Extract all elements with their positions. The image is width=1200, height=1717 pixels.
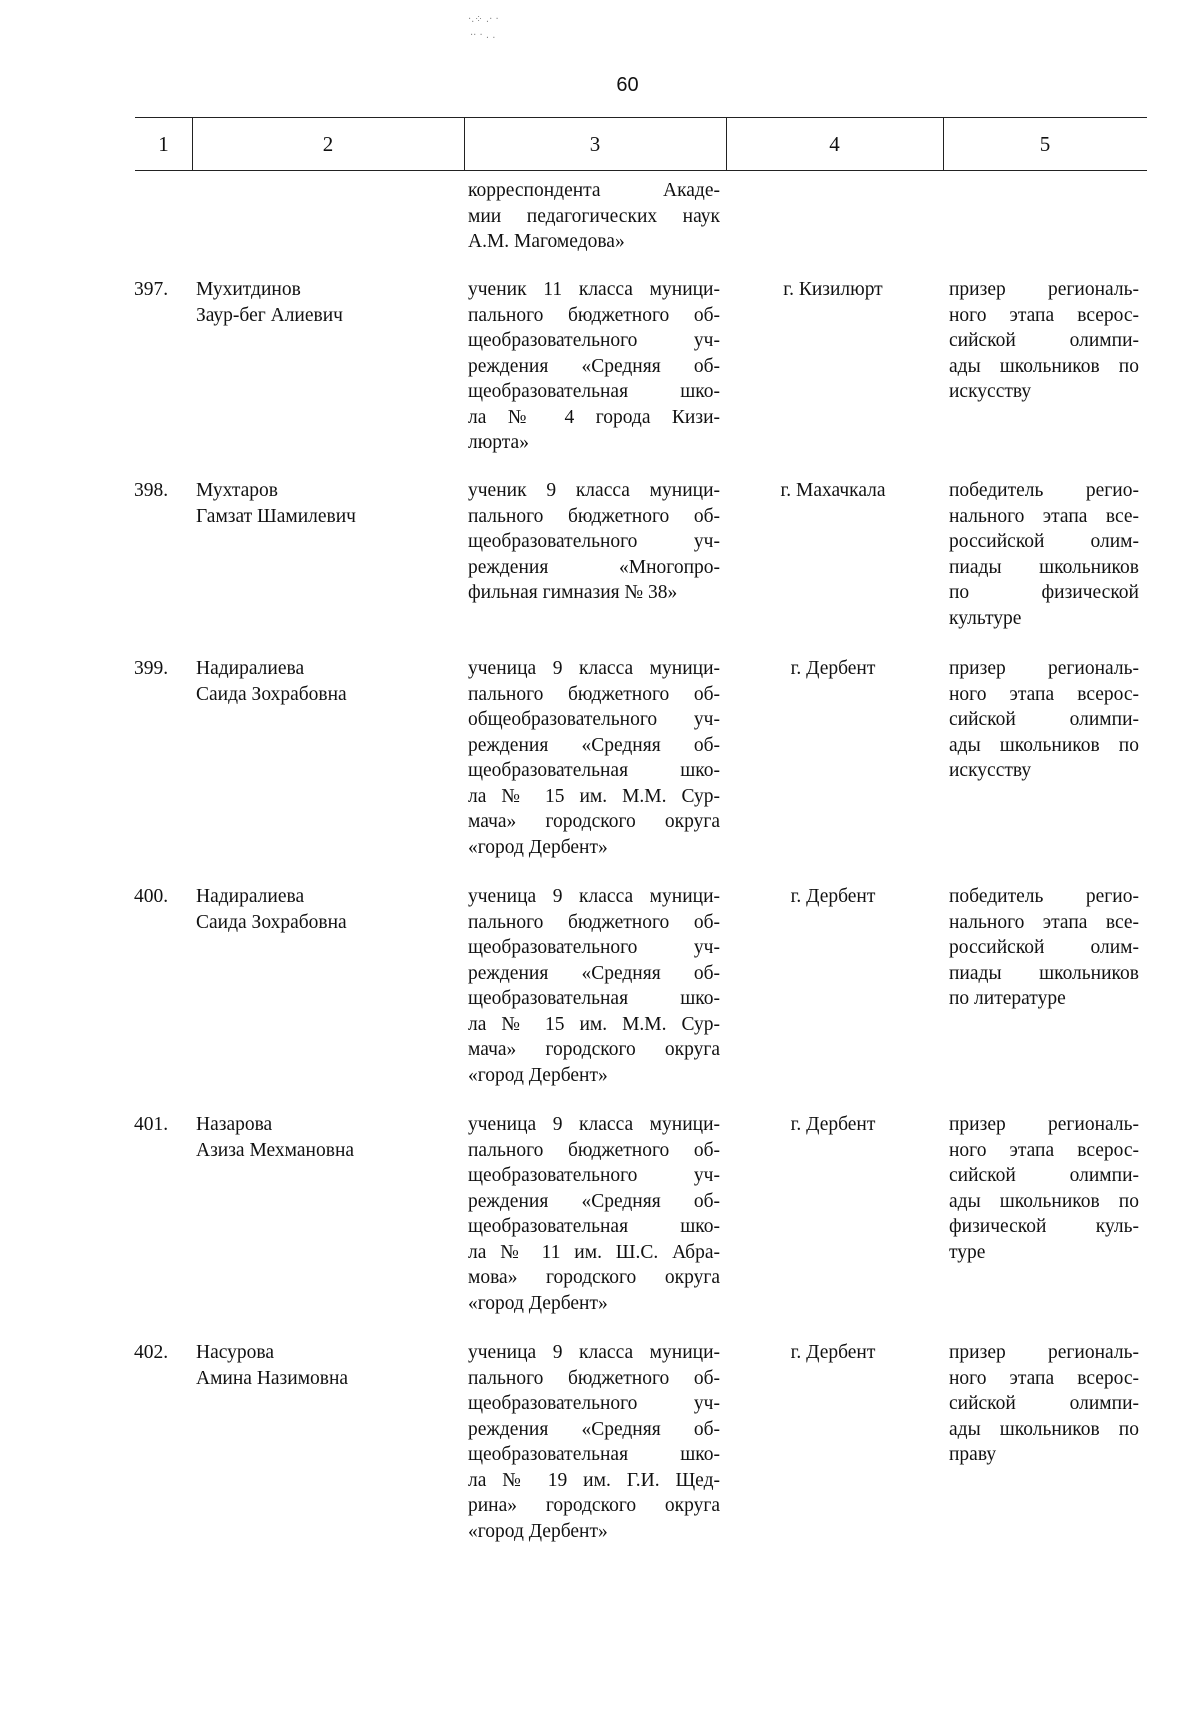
name-cell — [196, 478, 436, 529]
city-cell: г. Махачкала — [780, 480, 886, 501]
text-line: пального бюджетного об- — [468, 683, 720, 705]
text-line: А.М. Магомедова» — [468, 231, 625, 252]
text-line: общеобразовательного уч- — [468, 709, 720, 730]
description-cell — [468, 1340, 720, 1544]
table-header — [135, 117, 1147, 171]
description-cell — [468, 178, 720, 255]
text-line: корреспондента Акаде- — [468, 180, 720, 201]
text-line: рина» городского округа — [468, 1495, 720, 1516]
text-line: ады школьников по — [949, 1190, 1139, 1212]
scan-mark: ·.⁘ .· · — [468, 14, 499, 25]
row-number: 400. — [134, 886, 169, 907]
text-line: ученица 9 класса муници- — [468, 658, 720, 679]
text-line: Надиралиева — [196, 658, 305, 679]
text-line: праву — [949, 1444, 997, 1465]
text-line: сийской олимпи- — [949, 709, 1139, 730]
description-cell — [468, 478, 720, 606]
text-line: реждения «Многопро- — [468, 556, 720, 578]
text-line: пального бюджетного об- — [468, 505, 720, 527]
name-cell — [196, 656, 436, 707]
row-number: 402. — [134, 1342, 169, 1363]
text-line: щеобразовательная шко- — [468, 760, 720, 781]
text-line: по литературе — [949, 988, 1066, 1009]
text-line: Саида Зохрабовна — [196, 911, 347, 933]
text-line: культуре — [949, 607, 1022, 629]
column-header-3: 3 — [589, 132, 601, 156]
text-line: ла № 19 им. Г.И. Щед- — [468, 1469, 720, 1491]
text-line: сийской олимпи- — [949, 1393, 1139, 1414]
text-line: туре — [949, 1241, 986, 1263]
text-line: призер региональ- — [949, 1114, 1139, 1135]
text-line: ученик 9 класса муници- — [468, 480, 720, 501]
text-line: реждения «Средняя об- — [468, 734, 720, 756]
text-line: ученик 11 класса муници- — [468, 279, 720, 300]
text-line: пального бюджетного об- — [468, 304, 720, 326]
city-cell: г. Дербент — [790, 658, 876, 679]
text-line: призер региональ- — [949, 658, 1139, 679]
row-number: 399. — [134, 658, 169, 679]
column-header-4: 4 — [829, 132, 840, 156]
text-line: победитель регио- — [949, 480, 1139, 501]
text-line: ученица 9 класса муници- — [468, 886, 720, 907]
text-line: реждения «Средняя об- — [468, 1190, 720, 1212]
page-number: 60 — [616, 74, 639, 96]
city-cell: г. Дербент — [790, 1114, 876, 1135]
text-line: мача» городского округа — [468, 1039, 720, 1060]
text-line: щеобразовательная шко- — [468, 381, 720, 402]
text-line: ученица 9 класса муници- — [468, 1342, 720, 1363]
text-line: физической куль- — [949, 1216, 1139, 1237]
text-line: пального бюджетного об- — [468, 911, 720, 933]
city-cell: г. Кизилюрт — [783, 279, 883, 300]
text-line: мии педагогических наук — [468, 205, 720, 227]
text-line: Заур-бег Алиевич — [196, 304, 343, 326]
scan-mark: ·· · . . — [470, 30, 496, 41]
text-line: Мухтаров — [196, 480, 278, 501]
text-line: ного этапа всерос- — [949, 683, 1139, 705]
row-number: 398. — [134, 480, 169, 501]
text-line: ла № 11 им. Ш.С. Абра- — [468, 1241, 720, 1263]
text-line: призер региональ- — [949, 1342, 1139, 1363]
text-line: мова» городского округа — [468, 1267, 720, 1288]
name-cell — [196, 277, 436, 328]
award-cell — [949, 884, 1139, 1012]
column-header-1: 1 — [158, 132, 169, 156]
text-line: щеобразовательная шко- — [468, 1216, 720, 1237]
text-line: Мухитдинов — [196, 279, 301, 300]
text-line: пального бюджетного об- — [468, 1139, 720, 1161]
award-cell — [949, 478, 1139, 631]
text-line: Надиралиева — [196, 886, 305, 907]
text-line: пиады школьников — [949, 556, 1139, 578]
text-line: реждения «Средняя об- — [468, 962, 720, 984]
text-line: щеобразовательного уч- — [468, 1165, 720, 1186]
text-line: «город Дербент» — [468, 1520, 608, 1542]
text-line: ного этапа всерос- — [949, 1139, 1139, 1161]
text-line: Насурова — [196, 1342, 274, 1363]
row-number: 401. — [134, 1114, 169, 1135]
text-line: победитель регио- — [949, 886, 1139, 907]
text-line: российской олим- — [949, 531, 1139, 552]
text-line: ла № 15 им. М.М. Сур- — [468, 785, 720, 807]
text-line: Назарова — [196, 1114, 273, 1135]
city-cell: г. Дербент — [790, 886, 876, 907]
description-cell — [468, 656, 720, 860]
text-line: ного этапа всерос- — [949, 304, 1139, 326]
text-line: Гамзат Шамилевич — [196, 505, 356, 527]
description-cell — [468, 277, 720, 456]
text-line: ады школьников по — [949, 734, 1139, 756]
award-cell — [949, 1112, 1139, 1265]
name-cell — [196, 1112, 436, 1163]
text-line: щеобразовательная шко- — [468, 988, 720, 1009]
description-cell — [468, 1112, 720, 1316]
text-line: пиады школьников — [949, 962, 1139, 984]
description-cell — [468, 884, 720, 1088]
text-line: нального этапа все- — [949, 505, 1139, 527]
text-line: ученица 9 класса муници- — [468, 1114, 720, 1135]
text-line: по физической — [949, 582, 1139, 603]
text-line: Саида Зохрабовна — [196, 683, 347, 705]
text-line: щеобразовательного уч- — [468, 937, 720, 958]
text-line: ла № 4 города Кизи- — [468, 406, 720, 428]
text-line: ады школьников по — [949, 1418, 1139, 1440]
text-line: сийской олимпи- — [949, 1165, 1139, 1186]
text-line: мача» городского округа — [468, 811, 720, 832]
text-line: ады школьников по — [949, 355, 1139, 377]
text-line: Амина Назимовна — [196, 1367, 349, 1389]
text-line: Азиза Мехмановна — [196, 1139, 355, 1161]
text-line: «город Дербент» — [468, 1292, 608, 1314]
city-cell: г. Дербент — [790, 1342, 876, 1363]
name-cell — [196, 884, 436, 935]
text-line: щеобразовательного уч- — [468, 330, 720, 351]
text-line: ного этапа всерос- — [949, 1367, 1139, 1389]
text-line: щеобразовательного уч- — [468, 531, 720, 552]
text-line: ла № 15 им. М.М. Сур- — [468, 1013, 720, 1035]
award-cell — [949, 656, 1139, 784]
column-header-5: 5 — [1039, 132, 1051, 156]
text-line: нального этапа все- — [949, 911, 1139, 933]
text-line: «город Дербент» — [468, 836, 608, 858]
text-line: люрта» — [468, 432, 529, 453]
text-line: российской олим- — [949, 937, 1139, 958]
text-line: сийской олимпи- — [949, 330, 1139, 351]
text-line: призер региональ- — [949, 279, 1139, 300]
award-cell — [949, 1340, 1139, 1468]
column-header-2: 2 — [322, 132, 334, 156]
award-cell — [949, 277, 1139, 405]
name-cell — [196, 1340, 436, 1391]
text-line: пального бюджетного об- — [468, 1367, 720, 1389]
text-line: искусству — [949, 760, 1032, 781]
text-line: щеобразовательного уч- — [468, 1393, 720, 1414]
text-line: щеобразовательная шко- — [468, 1444, 720, 1465]
text-line: «город Дербент» — [468, 1064, 608, 1086]
text-line: фильная гимназия № 38» — [468, 582, 678, 603]
text-line: реждения «Средняя об- — [468, 355, 720, 377]
row-number: 397. — [134, 279, 169, 300]
text-line: искусству — [949, 381, 1032, 402]
text-line: реждения «Средняя об- — [468, 1418, 720, 1440]
